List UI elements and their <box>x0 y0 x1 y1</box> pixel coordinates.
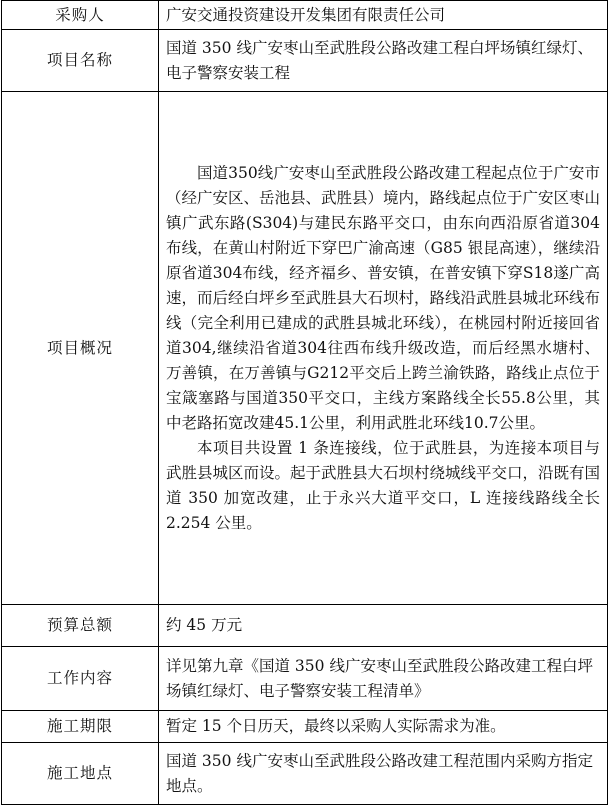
construction-location-value: 国道 350 线广安枣山至武胜段公路改建工程范围内采购方指定地点。 <box>159 743 608 805</box>
project-name-label: 项目名称 <box>2 30 159 92</box>
purchaser-value: 广安交通投资建设开发集团有限责任公司 <box>159 1 608 30</box>
budget-label: 预算总额 <box>2 605 159 647</box>
overview-paragraph-main-route: 国道350线广安枣山至武胜段公路改建工程起点位于广安市（经广安区、岳池县、武胜县）境内，路线起点位于广安区枣山镇广武东路(S304)与建民东路平交口，由东向西沿原省道304布线，在黄山村附近下穿巴广渝高速（G85 银昆高速），继续沿原省道304布线，经齐福乡、普安镇，在普安镇下穿S18遂广高速，而后经白坪乡至武胜县大石坝村，路线沿武胜县城北环线布线（完全利用已建成的武胜县城北环线），在桃园村附近接回省道304,继续沿省道304往西布线升级改造，而后经黑水塘村、万善镇，在万善镇与G212平交后上跨兰渝铁路，路线止点位于宝箴塞路与国道350平交口，主线方案路线全长55.8公里，其中老路拓宽改建45.1公里，利用武胜北环线10.7公里。 <box>166 163 601 432</box>
construction-period-label: 施工期限 <box>2 711 159 743</box>
construction-period-value: 暂定 15 个日历天，最终以采购人实际需求为准。 <box>159 711 608 743</box>
row-construction-period <box>2 711 608 743</box>
project-overview-label: 项目概况 <box>2 92 159 605</box>
row-purchaser <box>2 1 608 30</box>
row-project-name <box>2 30 608 92</box>
project-overview-value <box>159 92 608 605</box>
work-content-label: 工作内容 <box>2 647 159 711</box>
purchaser-label: 采购人 <box>2 1 159 30</box>
row-construction-location <box>2 743 608 805</box>
overview-paragraph-connector: 本项目共设置 1 条连接线，位于武胜县，为连接本项目与武胜县城区而设。起于武胜县大石坝村绕城线平交口，沿既有国道 350 加宽改建，止于永兴大道平交口，L 连接线路线全长 2.254 公里。 <box>166 438 601 532</box>
project-name-value: 国道 350 线广安枣山至武胜段公路改建工程白坪场镇红绿灯、电子警察安装工程 <box>159 30 608 92</box>
row-project-overview <box>2 92 608 605</box>
work-content-value: 详见第九章《国道 350 线广安枣山至武胜段公路改建工程白坪场镇红绿灯、电子警察安装工程清单》 <box>159 647 608 711</box>
project-info-table <box>1 0 608 805</box>
row-work-content <box>2 647 608 711</box>
budget-value: 约 45 万元 <box>159 605 608 647</box>
row-budget <box>2 605 608 647</box>
construction-location-label: 施工地点 <box>2 743 159 805</box>
